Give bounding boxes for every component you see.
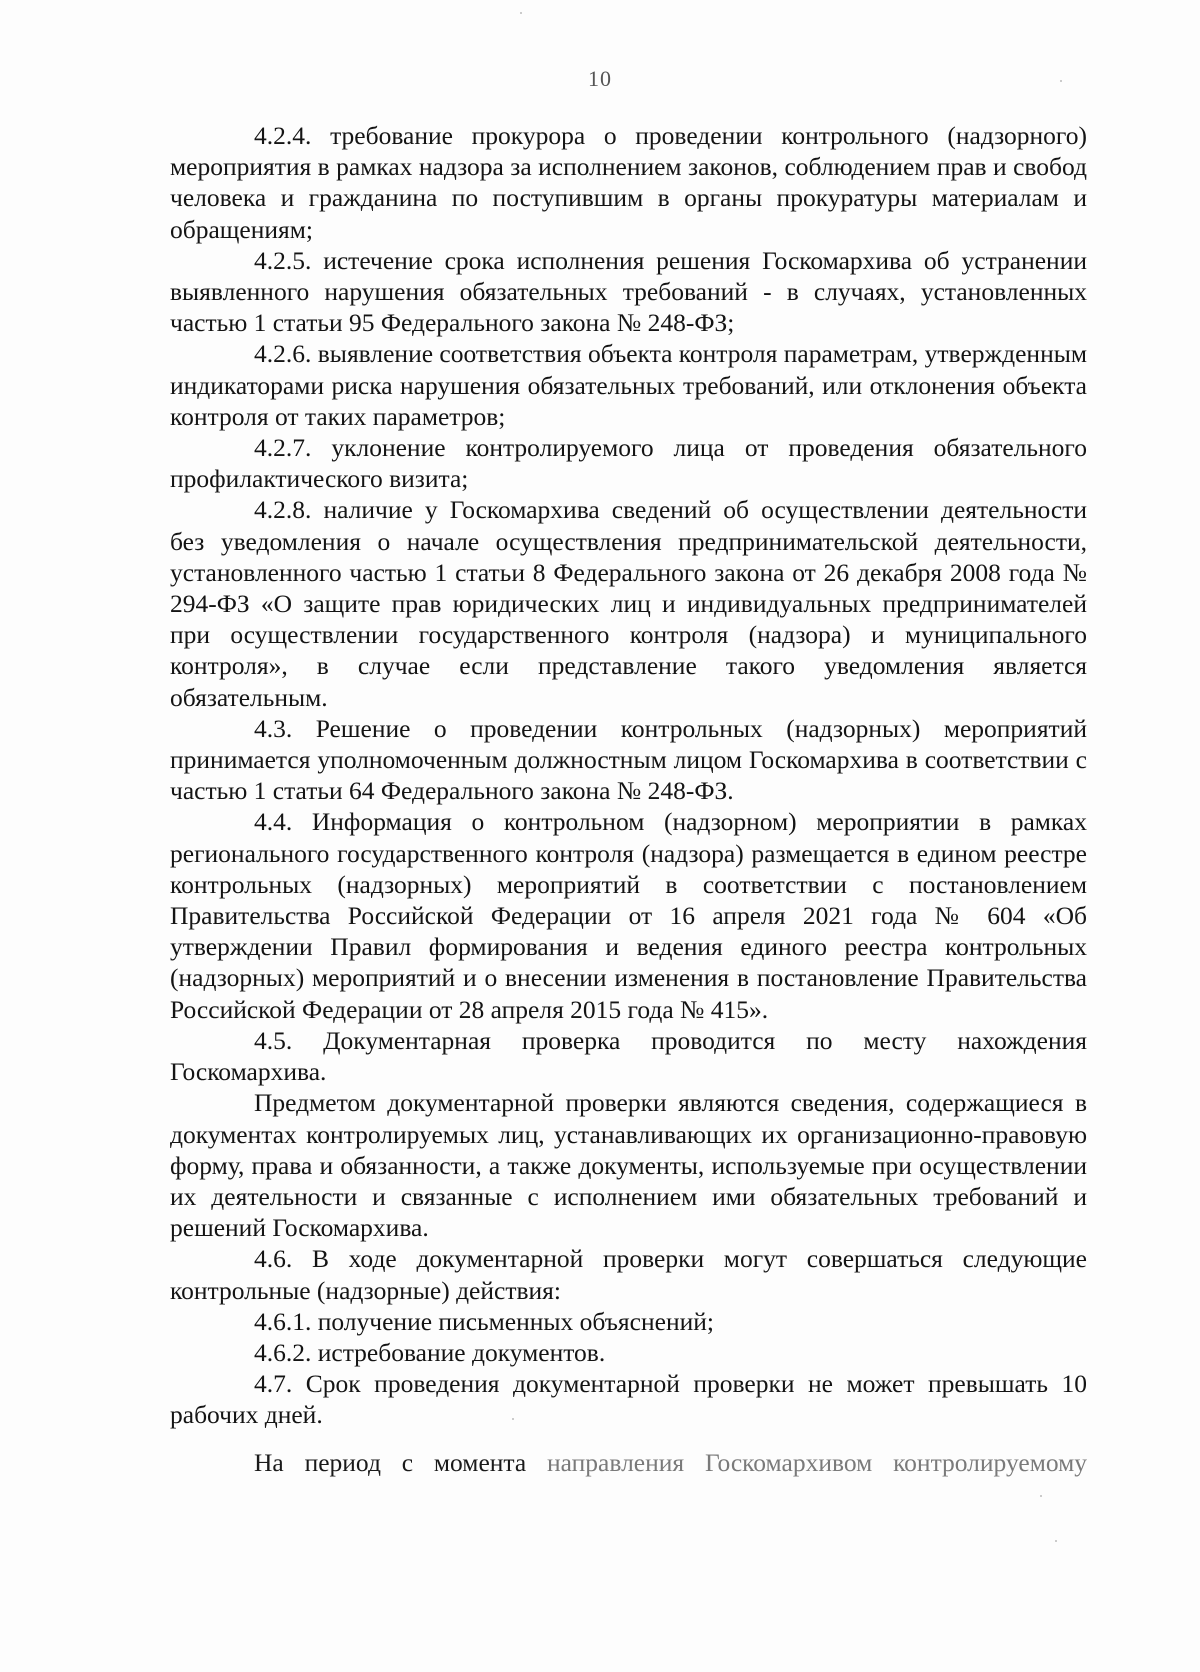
- paragraph-4-2-8: 4.2.8. наличие у Госкомархива сведений об осуществлении деятельности без уведомления о начале осуществления предпринимательской деятельности, установленного частью 1 статьи 8 Федерального закона от 26 декабря 2008 года № 294-ФЗ «О защите прав юридических лиц и индивидуальных предпринимателей при осуществлении государственного контроля (надзора) и муниципального контроля», в случае если представление такого уведомления является обязательным.: [170, 495, 1087, 712]
- paragraph-4-4: 4.4. Информация о контрольном (надзорном) мероприятии в рамках регионального государственного контроля (надзора) размещается в едином реестре контрольных (надзорных) мероприятий в соответствии с постановлением Правительства Российской Федерации от 16 апреля 2021 года № 604 «Об утверждении Правил формирования и ведения единого реестра контрольных (надзорных) мероприятий и о внесении изменения в постановление Правительства Российской Федерации от 28 апреля 2015 года № 415».: [170, 807, 1087, 1024]
- paragraph-4-5: 4.5. Документарная проверка проводится по месту нахождения Госкомархива.: [170, 1025, 1087, 1087]
- scan-speck: [520, 12, 522, 14]
- last-line-start: На период с момента: [254, 1448, 527, 1477]
- last-line-end: направления Госкомархивом контролируемому: [547, 1448, 1087, 1477]
- paragraph-4-2-6: 4.2.6. выявление соответствия объекта контроля параметрам, утвержденным индикаторами риска нарушения обязательных требований, или отклонения объекта контроля от таких параметров;: [170, 339, 1087, 431]
- page-number: 10: [588, 66, 612, 91]
- paragraph-4-2-5: 4.2.5. истечение срока исполнения решения Госкомархива об устранении выявленного нарушения обязательных требований - в случаях, установленных частью 1 статьи 95 Федерального закона № 248-ФЗ;: [170, 245, 1087, 338]
- paragraph-4-6-1: 4.6.1. получение письменных объяснений;: [254, 1306, 714, 1336]
- paragraph-4-2-4: 4.2.4. требование прокурора о проведении контрольного (надзорного) мероприятия в рамках надзора за исполнением законов, соблюдением прав и свобод человека и гражданина по поступившим в органы прокуратуры материалам и обращениям;: [170, 121, 1087, 244]
- paragraph-period-continuation: [254, 1447, 1087, 1478]
- paragraph-4-3: 4.3. Решение о проведении контрольных (надзорных) мероприятий принимается уполномоченным должностным лицом Госкомархива в соответствии с частью 1 статьи 64 Федерального закона № 248-ФЗ.: [170, 713, 1087, 806]
- paragraph-4-7: 4.7. Срок проведения документарной проверки не может превышать 10 рабочих дней.: [170, 1369, 1087, 1430]
- scan-speck: [1060, 80, 1062, 82]
- scan-speck: [1055, 1540, 1057, 1542]
- scan-speck: [512, 1418, 514, 1420]
- paragraph-4-6: 4.6. В ходе документарной проверки могут совершаться следующие контрольные (надзорные) действия:: [170, 1244, 1087, 1305]
- scan-speck: [1040, 1495, 1042, 1497]
- paragraph-4-6-2: 4.6.2. истребование документов.: [254, 1337, 606, 1367]
- paragraph-4-2-7: 4.2.7. уклонение контролируемого лица от проведения обязательного профилактического визита;: [170, 433, 1087, 494]
- paragraph-subject-of-inspection: Предметом документарной проверки являются сведения, содержащиеся в документах контролируемых лиц, устанавливающих их организационно-правовую форму, права и обязанности, а также документы, используемые при осуществлении их деятельности и связанные с исполнением ими обязательных требований и решений Госкомархива.: [170, 1088, 1087, 1243]
- document-body: [170, 120, 1087, 1431]
